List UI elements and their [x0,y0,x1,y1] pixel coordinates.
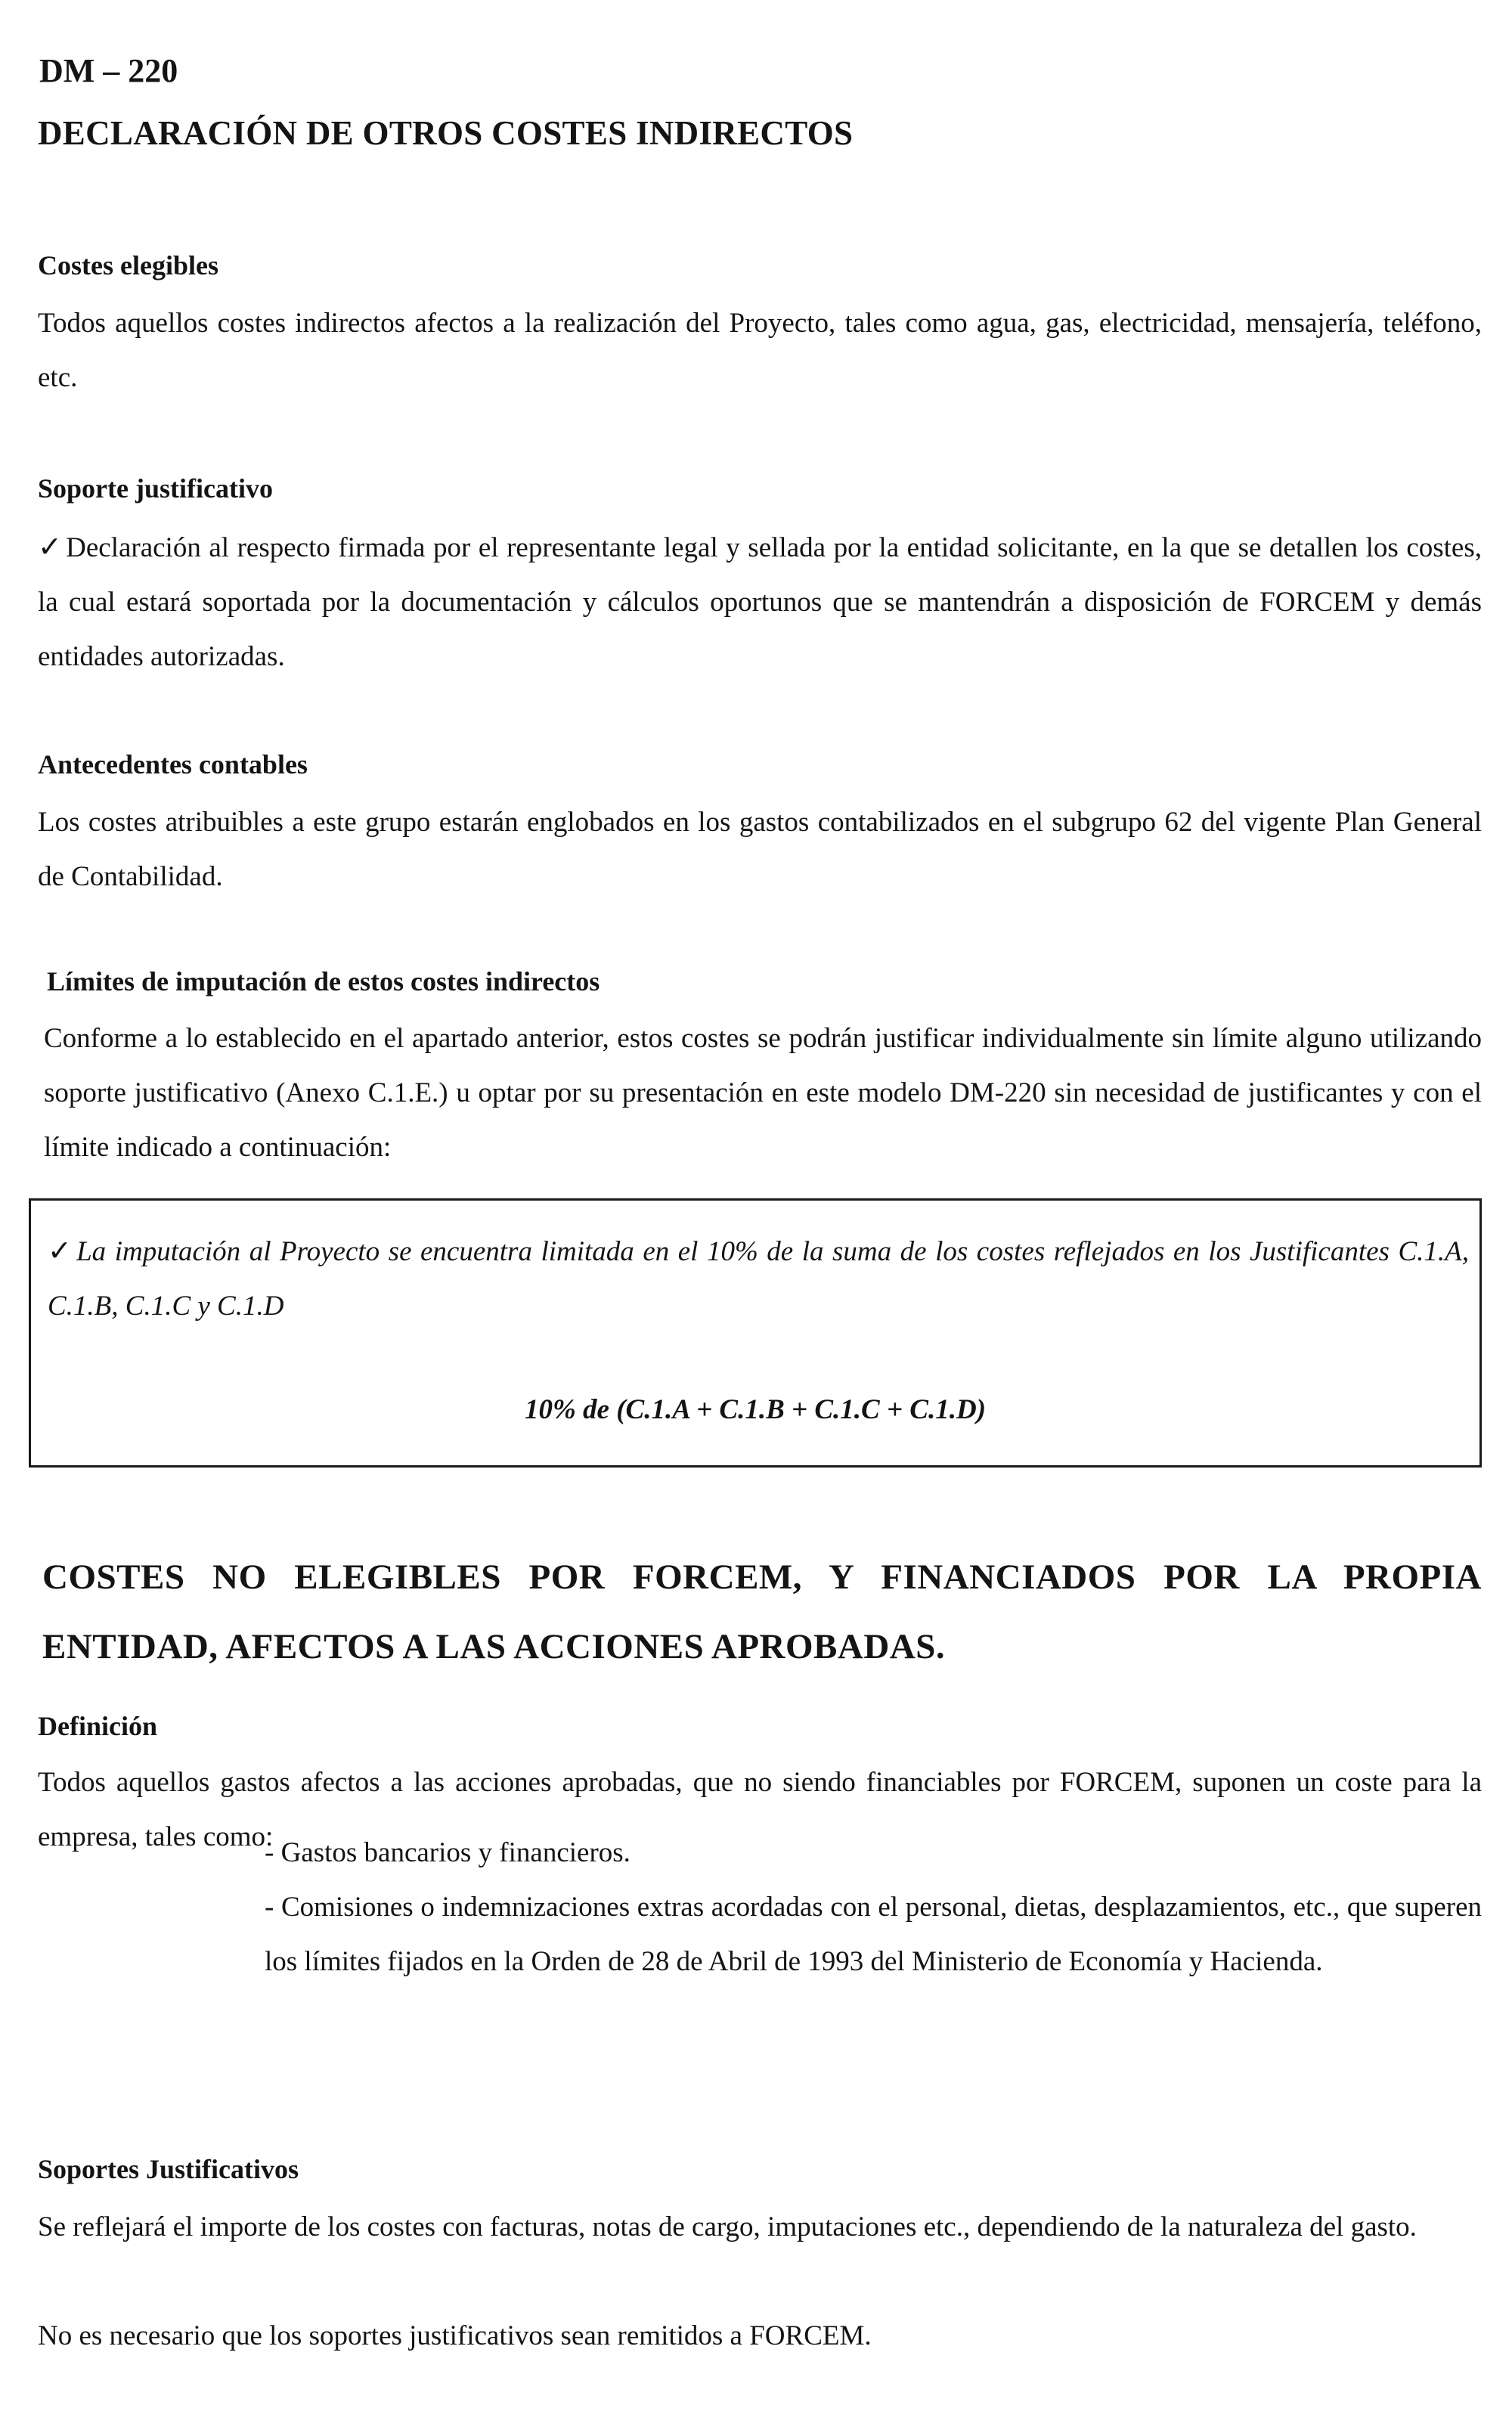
limites-imputacion-text: Conforme a lo establecido en el apartado anterior, estos costes se podrán justificar individualmente sin límite alguno utilizando soporte justificativo (Anexo C.1.E.) u optar por su presentación en este modelo DM-220 sin necesidad de justificantes y con el límite indicado a continuación: [44,1023,1482,1163]
soportes-justificativos-heading: Soportes Justificativos [38,2154,299,2184]
checkmark-icon: ✓ [48,1234,74,1267]
document-code: DM – 220 [39,52,178,89]
soporte-justificativo-heading: Soporte justificativo [38,473,273,504]
no-elegibles-title: COSTES NO ELEGIBLES POR FORCEM, Y FINANCIADOS POR LA PROPIA ENTIDAD, AFECTOS A LAS ACCIONES APROBADAS. [42,1557,1482,1666]
limites-imputacion-heading: Límites de imputación de estos costes indirectos [47,966,600,996]
list-item: - Gastos bancarios y financieros. [265,1837,631,1868]
limit-box [29,1198,1482,1468]
list-item: - Comisiones o indemnizaciones extras acordadas con el personal, dietas, desplazamientos, etc., que superen los límites fijados en la Orden de 28 de Abril de 1993 del Ministerio de Economía y Hacienda. [265,1892,1482,1977]
soporte-justificativo-body: Declaración al respecto firmada por el representante legal y sellada por la entidad solicitante, en la que se detallen los costes, la cual estará soportada por la documentación y cálculos oportunos que se mantendrán a disposición de FORCEM y demás entidades autorizadas. [38,532,1482,672]
costes-elegibles-heading: Costes elegibles [38,250,218,280]
soportes-justificativos-note: No es necesario que los soportes justificativos sean remitidos a FORCEM. [38,2320,872,2351]
checkmark-icon: ✓ [38,530,64,563]
limit-box-text [48,1223,1469,1334]
soporte-justificativo-text [38,519,1482,684]
definicion-text: Todos aquellos gastos afectos a las acciones aprobadas, que no siendo financiables por FORCEM, suponen un coste para la empresa, tales como: [38,1767,1482,1852]
soportes-justificativos-text: Se reflejará el importe de los costes con facturas, notas de cargo, imputaciones etc., dependiendo de la naturaleza del gasto. [38,2211,1417,2242]
document-title: DECLARACIÓN DE OTROS COSTES INDIRECTOS [38,114,854,152]
costes-elegibles-text: Todos aquellos costes indirectos afectos a la realización del Proyecto, tales como agua, gas, electricidad, mensajería, teléfono, etc. [38,308,1482,393]
limit-formula: 10% de (C.1.A + C.1.B + C.1.C + C.1.D) [524,1394,987,1425]
definicion-heading: Definición [38,1711,157,1741]
antecedentes-contables-heading: Antecedentes contables [38,749,308,779]
limit-box-body: La imputación al Proyecto se encuentra limitada en el 10% de la suma de los costes reflejados en los Justificantes C.1.A, C.1.B, C.1.C y C.1.D [48,1236,1469,1322]
costes-list [265,1826,1482,1989]
antecedentes-contables-text: Los costes atribuibles a este grupo estarán englobados en los gastos contabilizados en el subgrupo 62 del vigente Plan General de Contabilidad. [38,807,1482,892]
